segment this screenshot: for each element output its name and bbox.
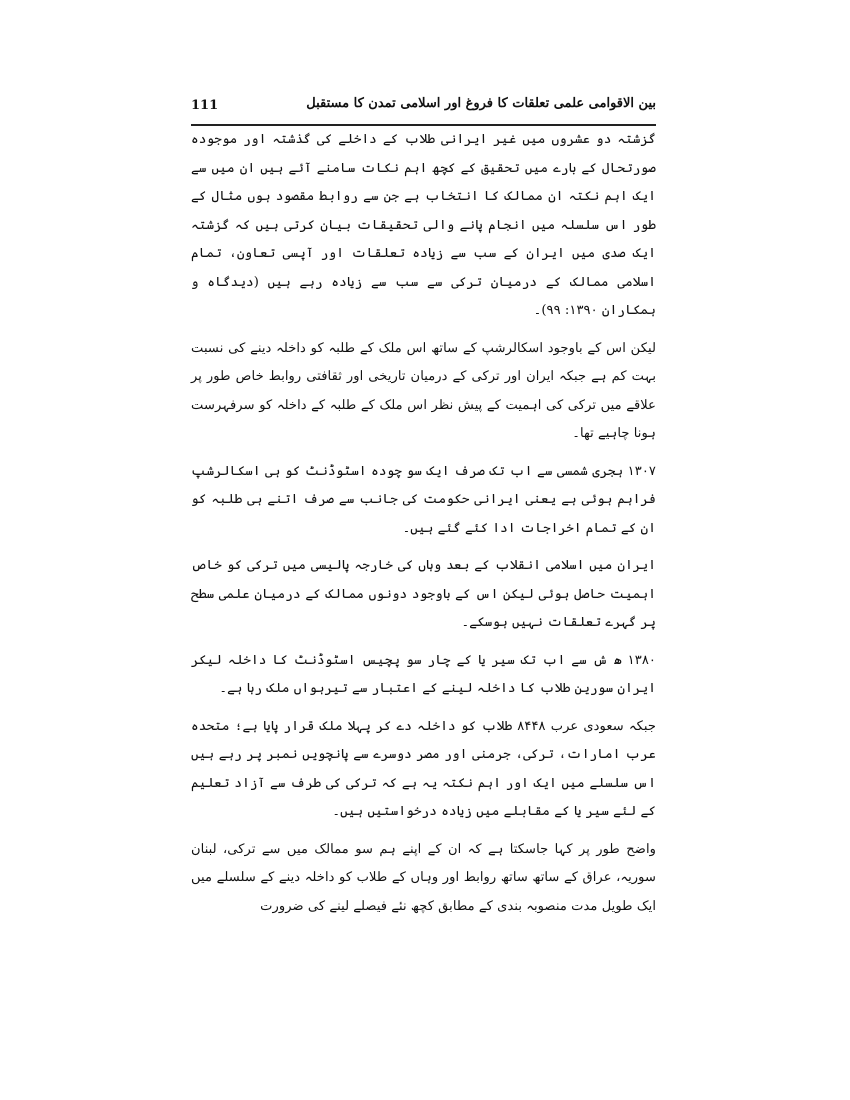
paragraph: جبکہ سعودی عرب ۸۴۴۸ طلاب کو داخلہ دے کر پہلا ملک قرار پایا ہے؛ متحدہ عرب امارات، ترکی، جرمنی اور مصر دوسرے سے پانچویں نمبر پر رہے ہیں اس سلسلے میں ایک اور اہم نکتہ یہ ہے کہ ترکی کی طرف سے آزاد تعلیم کے لئے سیر یا کے مقابلے میں زیادہ درخواستیں ہیں۔ (191, 718, 656, 819)
running-header (191, 94, 656, 126)
paragraph: واضح طور پر کہا جاسکتا ہے کہ ان کے اپنے ہم سو ممالک میں سے ترکی، لبنان سوریہ، عراق کے ساتھ ساتھ روابط اور وہاں کے طلاب کو داخلہ دینے کے سلسلے میں ایک طویل مدت منصوبہ بندی کے مطابق کچھ نئے فیصلے لینے کی ضرورت (191, 841, 656, 914)
page-number: 111 (191, 98, 219, 113)
paragraph: ایران میں اسلامی انقلاب کے بعد وہاں کی خارجہ پالیسی میں ترکی کو خاص اہمیت حاصل ہوئی لیکن اس کے باوجود دونوں ممالک کے درمیان علمی سطح پر گہرے تعلقات نہیں ہوسکے۔ (191, 558, 656, 630)
paragraph: ۱۳۸۰ ھ ش سے اب تک سیر یا کے چار سو پچیس اسٹوڈنٹ کا داخلہ لیکر ایران سورین طلاب کا داخلہ لینے کے اعتبار سے تیرہواں ملک رہا ہے۔ (191, 652, 656, 696)
body-text (191, 126, 656, 930)
header-title: بین الاقوامی علمی تعلقات کا فروغ اور اسلامی تمدن کا مستقبل (306, 96, 656, 111)
paragraph: گزشتہ دو عشروں میں غیر ایرانی طلاب کے داخلے کی گذشتہ اور موجودہ صورتحال کے بارے میں تحقیق کے کچھ اہم نکات سامنے آئے ہیں ان میں سے ایک اہم نکتہ ان ممالک کا انتخاب ہے جن سے روابط مقصود ہوں مثال کے طور اس سلسلہ میں انجام پانے والی تحقیقات بیان کرتی ہیں کہ گزشتہ ایک صدی میں ایران کے سب سے زیادہ تعلقات اور آپسی تعاون، تمام اسلامی ممالک کے درمیان ترکی سے سب سے زیادہ رہے ہیں (دیدگاہ و ہمکاران ۱۳۹۰: ۹۹)۔ (191, 132, 656, 318)
paragraph: ۱۳۰۷ ہجری شمسی سے اب تک صرف ایک سو چودہ اسٹوڈنٹ کو ہی اسکالرشپ فراہم ہوئی ہے یعنی ایرانی حکومت کی جانب سے صرف اتنے ہی طلبہ کو ان کے تمام اخراجات ادا کئے گئے ہیں۔ (191, 463, 656, 536)
paragraph: لیکن اس کے باوجود اسکالرشپ کے ساتھ اس ملک کے طلبہ کو داخلہ دینے کی نسبت بہت کم ہے جبکہ ایران اور ترکی کے درمیان تاریخی اور ثقافتی روابط خاص طور پر علاقے میں ترکی کی اہمیت کے پیش نظر اس ملک کے طلبہ کے داخلہ کو سرفہرست ہونا چاہیے تھا۔ (191, 340, 656, 441)
